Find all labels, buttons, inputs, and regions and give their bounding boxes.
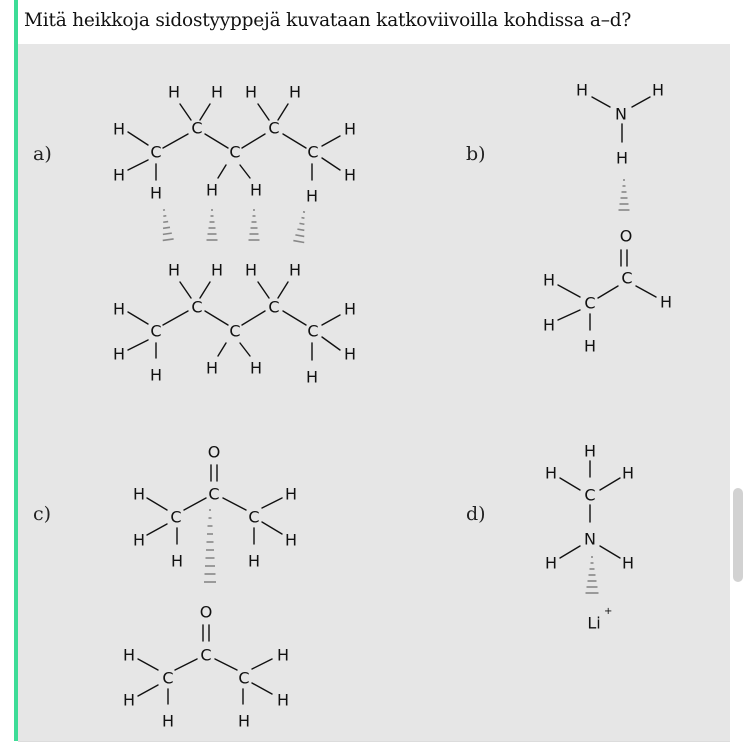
svg-text:H: H [132,530,146,550]
svg-text:H: H [112,344,126,364]
svg-text:H: H [621,553,635,573]
svg-text:C: C [621,268,633,288]
svg-text:H: H [161,711,175,731]
svg-text:H: H [167,82,181,102]
svg-text:C: C [307,142,319,162]
svg-text:H: H [343,165,357,185]
svg-text:O: O [199,602,213,622]
svg-text:C: C [191,297,203,317]
molecule-c-bottom-atoms [123,603,289,731]
svg-text:N: N [615,104,627,124]
svg-text:H: H [112,299,126,319]
svg-text:H: H [149,365,163,385]
svg-text:H: H [542,315,556,335]
svg-text:H: H [583,441,597,461]
svg-text:C: C [584,293,596,313]
svg-text:C: C [248,507,260,527]
svg-text:H: H [651,80,665,100]
svg-text:H: H [544,553,558,573]
svg-text:O: O [207,442,221,462]
svg-text:H: H [621,463,635,483]
weak-bond-d [586,557,599,593]
molecule-c-bottom [138,625,272,704]
svg-text:H: H [205,358,219,378]
svg-text:C: C [170,507,182,527]
svg-text:H: H [544,463,558,483]
svg-text:H: H [305,186,319,206]
svg-text:H: H [122,645,136,665]
svg-text:H: H [583,336,597,356]
svg-text:H: H [132,484,146,504]
svg-text:H: H [167,260,181,280]
label-b: b) [466,143,486,165]
svg-text:H: H [237,711,251,731]
label-d: d) [466,503,486,525]
svg-text:C: C [268,297,280,317]
svg-text:C: C [191,118,203,138]
svg-text:H: H [343,119,357,139]
svg-text:H: H [122,690,136,710]
svg-text:H: H [210,82,224,102]
question-text: Mitä heikkoja sidostyyppejä kuvataan katkoviivoilla kohdissa a–d? [24,10,632,31]
svg-text:H: H [276,690,290,710]
svg-text:H: H [249,358,263,378]
svg-text:O: O [619,226,633,246]
svg-text:C: C [150,321,162,341]
svg-text:N: N [584,529,596,549]
svg-text:C: C [208,484,220,504]
svg-text:H: H [615,148,629,168]
molecule-a-bottom-atoms [113,261,356,387]
svg-text:C: C [150,142,162,162]
svg-text:H: H [343,299,357,319]
svg-text:C: C [238,668,250,688]
svg-text:H: H [244,82,258,102]
svg-text:C: C [229,321,241,341]
svg-text:H: H [244,260,258,280]
svg-text:H: H [249,180,263,200]
svg-text:H: H [149,183,163,203]
svg-text:H: H [284,530,298,550]
svg-text:H: H [205,180,219,200]
svg-text:H: H [305,367,319,387]
molecule-a-top-atoms [113,83,356,206]
svg-text:H: H [276,645,290,665]
lithium-ion: Li [587,613,601,633]
ion-charge: + [604,606,613,617]
label-a: a) [33,143,52,165]
svg-text:H: H [542,270,556,290]
svg-text:C: C [268,118,280,138]
molecule-b [558,97,656,330]
molecule-b-atoms [543,81,672,356]
svg-text:H: H [343,344,357,364]
weak-bond-c [204,510,216,582]
svg-text:H: H [112,165,126,185]
svg-text:H: H [288,82,302,102]
svg-text:C: C [584,485,596,505]
svg-text:H: H [288,260,302,280]
svg-text:H: H [247,551,261,571]
molecule-c-top-atoms [133,443,297,571]
svg-text:C: C [229,142,241,162]
molecule-c-top [147,465,282,544]
weak-bond-b [619,180,630,210]
svg-text:H: H [170,551,184,571]
weak-bonds-a [159,209,310,242]
label-c: c) [33,503,52,525]
svg-text:C: C [307,321,319,341]
svg-text:C: C [200,645,212,665]
svg-text:H: H [659,292,673,312]
svg-text:C: C [162,668,174,688]
svg-text:H: H [575,80,589,100]
svg-text:H: H [284,484,298,504]
svg-text:H: H [112,119,126,139]
svg-text:H: H [210,260,224,280]
